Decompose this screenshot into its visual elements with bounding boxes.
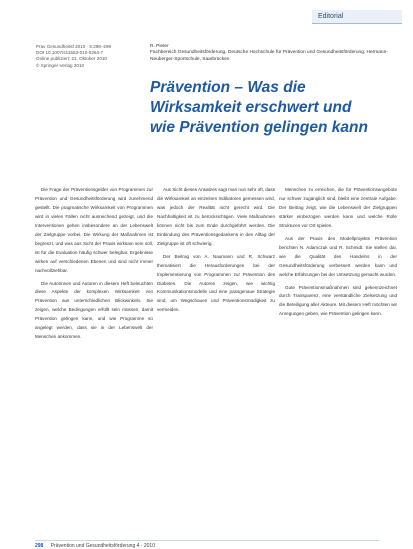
text-column-2 <box>157 186 275 319</box>
article-title <box>150 78 400 138</box>
author-affiliation: Fachbereich Gesundheitsförderung, Deutsche Hochschule für Prävention und Gesundheitsförderung, Hermann-Neuberger-Sportschule, Saarbrücken <box>150 50 388 62</box>
page-number: 298 <box>35 543 44 549</box>
text-column-1 <box>35 186 153 346</box>
meta-online: Online publiziert: 21. Oktober 2010 <box>36 56 107 62</box>
meta-doi: DOI 10.1007/s11553-010-0264-7 <box>36 50 104 56</box>
footer-divider <box>35 540 379 541</box>
page-footer <box>35 543 155 549</box>
author-block <box>150 44 390 63</box>
section-tab: Editorial <box>312 10 402 24</box>
journal-name: Prävention und Gesundheitsförderung 4 · 2010 <box>50 543 155 549</box>
article-meta <box>36 44 136 69</box>
paragraph: Gute Präventionsmaßnahmen sind gekennzeichnet durch Transparenz, eine verständliche Zielsetzung und die Beteiligung aller Akteure. Mit diesem Heft möchten wir Anregungen geben, wie Prävention gelingen kann. <box>279 284 397 317</box>
author-name: R. Pieter <box>150 44 169 49</box>
paragraph: Aus der Praxis des Modellprojekts Prävention berichten N. Adamczuk und R. Schmidt. Sie stellen dar, wie die Qualität des Handelns in der Gesundheitsförderung verbessert werden kann und welche Erfahrungen bei der Umsetzung gemacht wurden. <box>279 235 397 277</box>
paragraph: Die Frage der Präventionsgelder von Programmen zur Prävention und Gesundheitsförderung wird zunehmend gestellt. Die pragmatische Wirksamkeit von Programmen wird in vielen Fällen nicht ausreichend gezeigt, und die Interventionen gehen insbesondere an der Lebenswelt der Zielgruppe vorbei. Die Wirkung der Maßnahmen ist begrenzt, und was aus Sicht der Praxis wirksam sein soll, ist für die Evaluation häufig schwer belegbar. Ergebnisse wirken auf verschiedenen Ebenen und sind nicht immer nachvollziehbar. <box>35 187 153 273</box>
paragraph: Der Beitrag von A. Naumann und R. Schwarz thematisiert die Herausforderungen bei der Implementierung von Programmen zur Prävention des Diabetes. Die Autoren zeigen, wie wichtig Kommunikationsmodelle und eine passgenaue Strategie sind, um Wegschauen und Präventionsmüdigkeit zu vermeiden. <box>157 253 275 313</box>
paragraph: Menschen zu erreichen, die für Präventionsangebote nur schwer zugänglich sind, bleibt eine zentrale Aufgabe. Der Beitrag zeigt, wie die Lebenswelt der Zielgruppen stärker einbezogen werden kann und welche Rolle Strukturen vor Ort spielen. <box>279 187 397 228</box>
meta-copyright: © Springer-Verlag 2010 <box>36 62 85 68</box>
text-column-3 <box>279 186 397 323</box>
meta-citation: Prav Gesundheitsf 2010 · 5:298–299 <box>36 44 112 49</box>
paragraph: Aus Sicht dieses Ansatzes sagt man nun sehr oft, dass die Wirksamkeit an einzelnen Indikatoren gemessen wird, was jedoch der Realität nicht gerecht wird. Die Nachhaltigkeit ist zu berücksichtigen. Viele Maßnahmen können nicht bis zum Ende durchgeführt werden. Die Einbindung des Präventionsgedankens in den Alltag der Zielgruppe ist oft schwierig. <box>157 187 275 246</box>
title-line: wie Prävention gelingen kann <box>150 119 368 136</box>
title-line: Prävention – Was die <box>150 79 306 96</box>
title-line: Wirksamkeit erschwert und <box>150 99 352 116</box>
paragraph: Die Autorinnen und Autoren in diesem Heft beleuchten diese Aspekte der komplexen Wirksamkeit von Prävention aus unterschiedlichen Blickwinkeln. Sie zeigen, welche Bedingungen erfüllt sein müssen, damit Prävention gelingen kann, und wie Programme so angelegt werden, dass sie in der Lebenswelt der Menschen ankommen. <box>35 280 153 340</box>
